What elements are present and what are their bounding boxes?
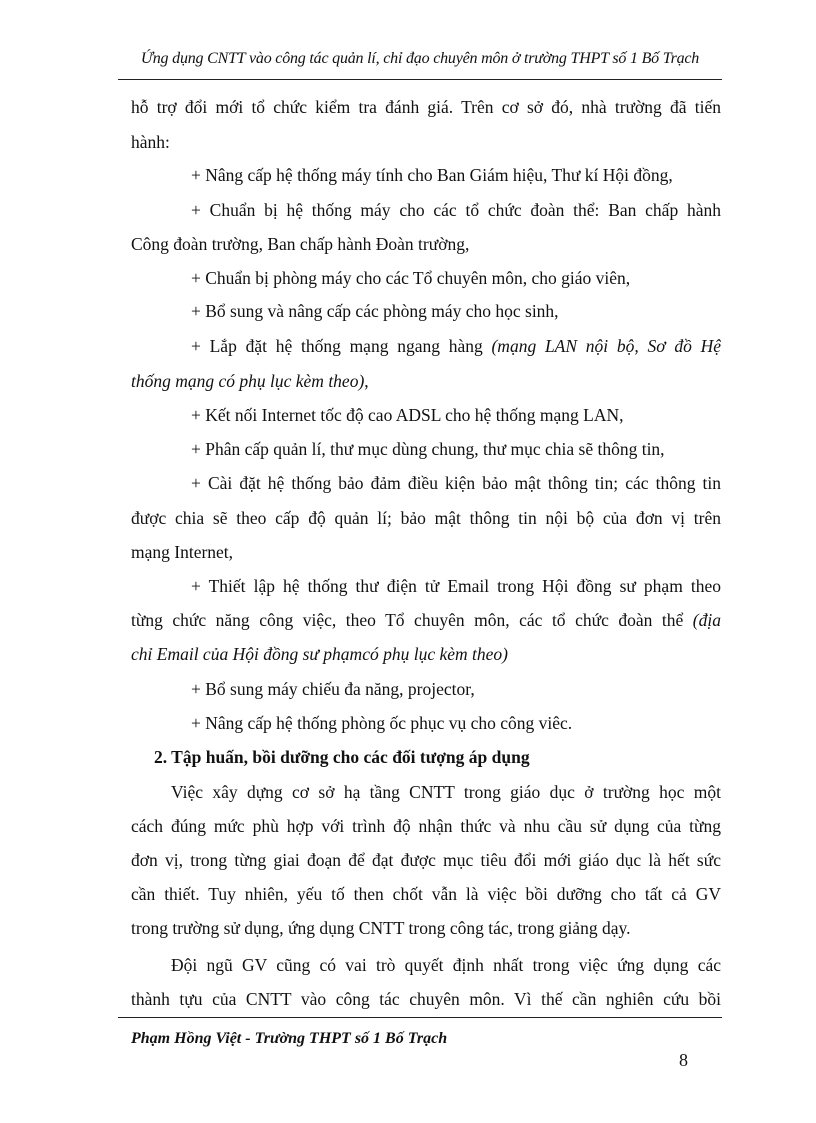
list-item: + Bổ sung máy chiếu đa năng, projector, bbox=[191, 679, 475, 699]
running-header: Ứng dụng CNTT vào công tác quản lí, chỉ đạo chuyên môn ở trường THPT số 1 Bố Trạch bbox=[140, 50, 700, 67]
list-item-continuation: được chia sẽ theo cấp độ quản lí; bảo mật thông tin nội bộ của đơn vị trên bbox=[131, 508, 721, 528]
header-rule bbox=[118, 79, 722, 80]
list-item-continuation: Công đoàn trường, Ban chấp hành Đoàn trường, bbox=[131, 234, 470, 254]
paragraph-line: hành: bbox=[131, 132, 170, 152]
paragraph-line: đơn vị, trong từng giai đoạn để đạt được mục tiêu đổi mới giáo dục là hết sức bbox=[131, 850, 721, 870]
list-item-italic-note: (mạng LAN nội bộ, Sơ đồ Hệ bbox=[491, 336, 722, 356]
list-item: + Cài đặt hệ thống bảo đảm điều kiện bảo mật thông tin; các thông tin bbox=[191, 473, 721, 493]
list-item-continuation bbox=[131, 609, 721, 631]
list-item: + Chuẩn bị hệ thống máy cho các tổ chức đoàn thể: Ban chấp hành bbox=[191, 200, 721, 220]
list-item: + Thiết lập hệ thống thư điện tử Email trong Hội đồng sư phạm theo bbox=[191, 576, 721, 596]
list-item-continuation bbox=[131, 370, 721, 392]
list-item: + Kết nối Internet tốc độ cao ADSL cho hệ thống mạng LAN, bbox=[191, 405, 624, 425]
list-item: + Bổ sung và nâng cấp các phòng máy cho học sinh, bbox=[191, 301, 559, 321]
paragraph-line: Việc xây dựng cơ sở hạ tầng CNTT trong giáo dục ở trường học một bbox=[171, 782, 721, 802]
page-number: 8 bbox=[679, 1050, 688, 1070]
paragraph-line: hỗ trợ đổi mới tổ chức kiểm tra đánh giá. Trên cơ sở đó, nhà trường đã tiến bbox=[131, 97, 721, 117]
list-item bbox=[191, 335, 721, 357]
list-item-continuation: mạng Internet, bbox=[131, 542, 234, 562]
paragraph-line: cách đúng mức phù hợp với trình độ nhận thức và nhu cầu sử dụng của từng bbox=[131, 816, 721, 836]
list-item-italic-note: (địa bbox=[692, 610, 721, 630]
list-item: + Chuẩn bị phòng máy cho các Tổ chuyên môn, cho giáo viên, bbox=[191, 268, 631, 288]
list-item: + Nâng cấp hệ thống phòng ốc phục vụ cho công viêc. bbox=[191, 713, 573, 733]
paragraph-line: trong trường sử dụng, ứng dụng CNTT trong công tác, trong giảng dạy. bbox=[131, 918, 631, 938]
list-item-text: + Lắp đặt hệ thống mạng ngang hàng bbox=[191, 336, 492, 356]
section-heading: 2. Tập huấn, bồi dưỡng cho các đối tượng áp dụng bbox=[154, 747, 530, 767]
paragraph-line: cần thiết. Tuy nhiên, yếu tố then chốt vẫn là việc bồi dưỡng cho tất cả GV bbox=[131, 884, 721, 904]
running-footer: Phạm Hồng Việt - Trường THPT số 1 Bố Trạch bbox=[131, 1030, 448, 1047]
paragraph-line: thành tựu của CNTT vào công tác chuyên môn. Vì thế cần nghiên cứu bồi bbox=[131, 989, 721, 1009]
list-item-italic-note: thống mạng có phụ lục kèm theo) bbox=[131, 371, 365, 391]
footer-rule bbox=[118, 1017, 722, 1018]
list-item: + Phân cấp quản lí, thư mục dùng chung, thư mục chia sẽ thông tin, bbox=[191, 439, 665, 459]
list-item-text: từng chức năng công việc, theo Tổ chuyên môn, các tổ chức đoàn thể bbox=[131, 610, 693, 630]
list-item: + Nâng cấp hệ thống máy tính cho Ban Giám hiệu, Thư kí Hội đồng, bbox=[191, 165, 673, 185]
list-item-continuation: chỉ Email của Hội đồng sư phạmcó phụ lục kèm theo) bbox=[131, 644, 508, 664]
list-item-text: , bbox=[364, 371, 369, 391]
paragraph-line: Đội ngũ GV cũng có vai trò quyết định nhất trong việc ứng dụng các bbox=[171, 955, 721, 975]
